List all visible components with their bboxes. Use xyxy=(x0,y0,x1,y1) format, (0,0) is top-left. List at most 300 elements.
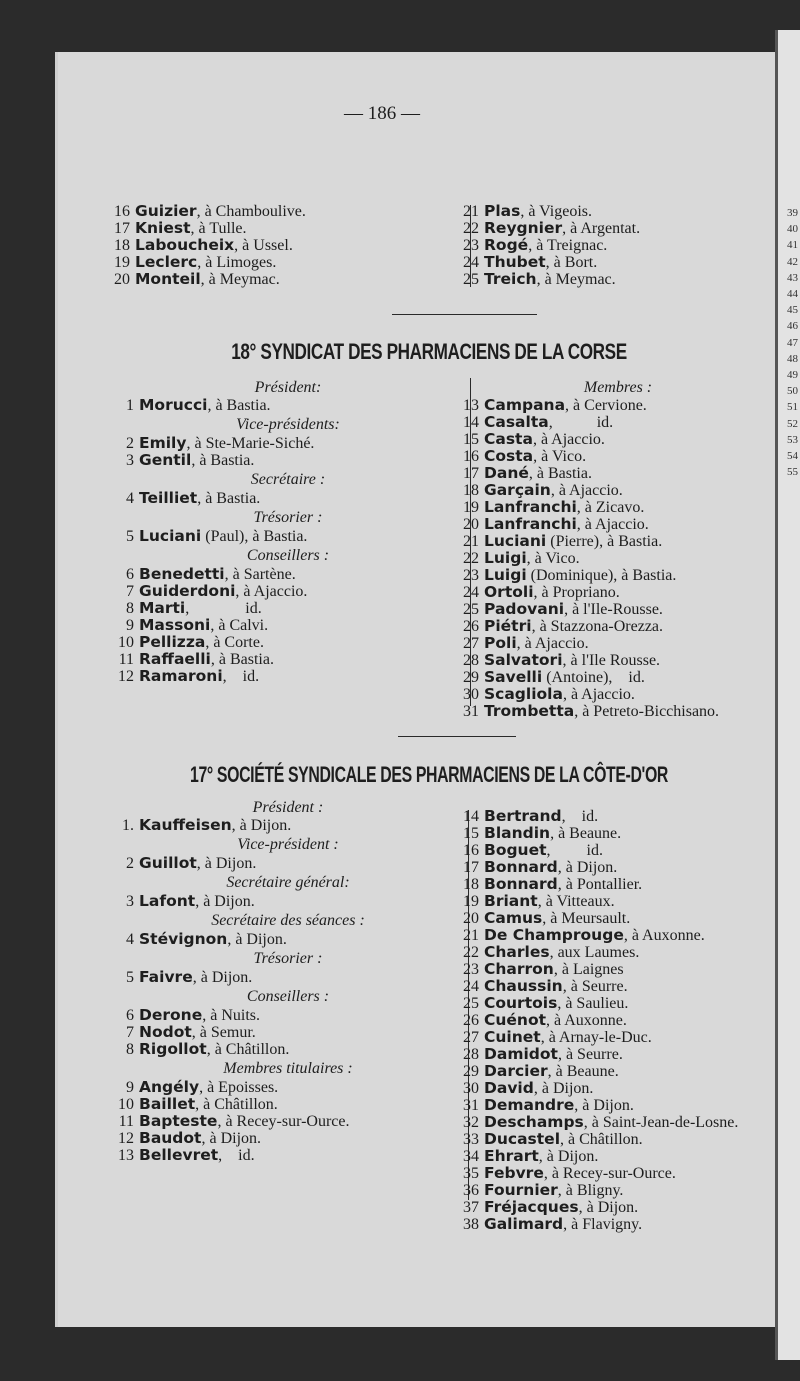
member-name: Luciani xyxy=(139,527,202,545)
list-item xyxy=(453,1029,773,1046)
member-location: , à Saint-Jean-de-Losne. xyxy=(583,1114,739,1131)
member-location: , à Dijon. xyxy=(231,817,292,834)
item-number: 22 xyxy=(463,550,479,567)
list-item xyxy=(453,825,773,842)
member-location: , à Châtillon. xyxy=(560,1131,643,1148)
item-number: 15 xyxy=(463,431,479,448)
member-name: Teilliet xyxy=(139,489,198,507)
member-name: Luigi xyxy=(484,566,527,584)
list-item xyxy=(453,1182,773,1199)
member-name: Gentil xyxy=(139,451,192,469)
list-item xyxy=(453,635,783,652)
item-number: 8 xyxy=(126,600,134,617)
member-location: , à Dijon. xyxy=(195,893,255,910)
list-item xyxy=(104,271,464,288)
member-location: , à Cervione. xyxy=(565,397,647,414)
margin-number: 54 xyxy=(787,450,798,462)
member-location: , à Bort. xyxy=(545,254,598,271)
margin-number: 46 xyxy=(787,320,798,333)
member-location: , à Dijon. xyxy=(201,1130,262,1147)
member-name: Guizier xyxy=(135,202,197,220)
member-name: Deschamps xyxy=(484,1113,584,1131)
list-item xyxy=(108,528,468,545)
item-number: 37 xyxy=(463,1199,479,1216)
member-location: , à Dijon. xyxy=(533,1080,594,1097)
role-heading: Secrétaire général: xyxy=(226,874,350,891)
role-heading: Vice-président : xyxy=(237,836,339,853)
list-item xyxy=(108,1024,468,1041)
list-item xyxy=(453,516,783,533)
list-item xyxy=(108,893,468,910)
list-item xyxy=(453,652,783,669)
member-name: Blandin xyxy=(484,824,551,842)
list-item xyxy=(453,1080,773,1097)
member-location: , à Pontallier. xyxy=(557,876,643,893)
member-location: , à Recey-sur-Ource. xyxy=(217,1113,350,1130)
member-location: , à Bastia. xyxy=(210,651,274,668)
member-location: (Pierre), à Bastia. xyxy=(546,533,663,550)
list-item xyxy=(453,995,773,1012)
item-number: 17 xyxy=(114,220,130,237)
role-heading: Conseillers : xyxy=(246,547,330,564)
member-location: , à Corte. xyxy=(205,634,264,651)
item-number: 27 xyxy=(463,635,479,652)
list-item xyxy=(453,978,773,995)
member-location: , à Sartène. xyxy=(224,566,296,583)
role-heading: Trésorier : xyxy=(253,950,323,967)
member-location: , à Dijon. xyxy=(557,859,618,876)
item-number: 22 xyxy=(463,220,479,237)
member-name: Ducastel xyxy=(484,1130,561,1148)
item-number: 3 xyxy=(126,893,134,910)
list-item xyxy=(453,876,773,893)
cotedor-left-column xyxy=(108,798,468,1164)
member-location: , à Argentat. xyxy=(562,220,641,237)
member-location: , à Beaune. xyxy=(547,1063,619,1080)
item-number: 12 xyxy=(118,668,134,685)
member-location: , à Laignes xyxy=(553,961,624,978)
list-item xyxy=(453,618,783,635)
item-number: 19 xyxy=(463,893,479,910)
member-name: Padovani xyxy=(484,600,565,618)
list-item xyxy=(453,1046,773,1063)
list-item xyxy=(453,686,783,703)
margin-number: 45 xyxy=(787,304,798,317)
item-number: 18 xyxy=(463,876,479,893)
margin-number: 41 xyxy=(787,239,798,252)
list-item xyxy=(453,944,773,961)
list-item xyxy=(453,669,783,686)
list-item xyxy=(108,634,468,651)
member-location: , à Vitteaux. xyxy=(537,893,615,910)
member-name: Faivre xyxy=(139,968,193,986)
role-heading: Vice-présidents: xyxy=(236,416,340,433)
member-name: Lafont xyxy=(139,892,196,910)
member-location: (Antoine), id. xyxy=(542,669,645,686)
item-number: 16 xyxy=(463,448,479,465)
item-number: 25 xyxy=(463,271,479,288)
member-name: Stévignon xyxy=(139,930,228,948)
corse-left-column xyxy=(108,378,468,685)
margin-number: 40 xyxy=(787,223,798,236)
member-location: , à Recey-sur-Ource. xyxy=(543,1165,676,1182)
item-number: 32 xyxy=(463,1114,479,1131)
item-number: 8 xyxy=(126,1041,134,1058)
list-item xyxy=(108,617,468,634)
member-location: , à Stazzona-Orezza. xyxy=(531,618,664,635)
item-number: 13 xyxy=(118,1147,134,1164)
member-location: , à Ussel. xyxy=(234,237,293,254)
member-location: , à Treignac. xyxy=(528,237,608,254)
item-number: 1. xyxy=(122,817,134,834)
list-item xyxy=(453,533,783,550)
member-location: , à Dijon. xyxy=(538,1148,599,1165)
item-number: 16 xyxy=(114,203,130,220)
member-location: , à Semur. xyxy=(191,1024,256,1041)
member-location: , à Meymac. xyxy=(536,271,616,288)
role-heading: Président : xyxy=(252,799,324,816)
role-heading: Membres titulaires : xyxy=(223,1060,353,1077)
member-name: Piétri xyxy=(484,617,532,635)
member-name: Courtois xyxy=(484,994,558,1012)
member-name: Camus xyxy=(484,909,543,927)
margin-number: 44 xyxy=(787,288,798,300)
list-item xyxy=(108,435,468,452)
member-name: Lanfranchi xyxy=(484,515,577,533)
margin-number: 55 xyxy=(787,466,798,479)
list-item xyxy=(453,448,783,465)
member-name: Casta xyxy=(484,430,533,448)
section-separator xyxy=(398,736,516,737)
item-number: 6 xyxy=(126,566,134,583)
section-separator xyxy=(392,314,537,315)
member-name: Ramaroni xyxy=(139,667,223,685)
member-name: Trombetta xyxy=(484,702,575,720)
margin-number: 51 xyxy=(787,401,798,414)
item-number: 19 xyxy=(114,254,130,271)
list-item xyxy=(108,969,468,986)
member-name: Cuénot xyxy=(484,1011,547,1029)
member-location: , à Meymac. xyxy=(200,271,280,288)
member-name: Bertrand xyxy=(484,807,562,825)
item-number: 5 xyxy=(126,969,134,986)
list-item xyxy=(453,499,783,516)
item-number: 13 xyxy=(463,397,479,414)
member-name: Baillet xyxy=(139,1095,196,1113)
item-number: 24 xyxy=(463,584,479,601)
role-heading: Membres : xyxy=(583,379,653,396)
member-name: Costa xyxy=(484,447,534,465)
item-number: 16 xyxy=(463,842,479,859)
item-number: 34 xyxy=(463,1148,479,1165)
item-number: 33 xyxy=(463,1131,479,1148)
item-number: 26 xyxy=(463,618,479,635)
member-name: Kauffeisen xyxy=(139,816,232,834)
member-name: Emily xyxy=(139,434,187,452)
member-location: , à Chamboulive. xyxy=(196,203,306,220)
member-location: , id. xyxy=(546,842,603,859)
item-number: 11 xyxy=(118,651,134,668)
member-location: , à Nuits. xyxy=(202,1007,260,1024)
list-item xyxy=(453,567,783,584)
item-number: 35 xyxy=(463,1165,479,1182)
item-number: 28 xyxy=(463,1046,479,1063)
member-location: , à Beaune. xyxy=(550,825,622,842)
member-location: , à Limoges. xyxy=(197,254,277,271)
list-item xyxy=(453,961,773,978)
member-name: Poli xyxy=(484,634,517,652)
member-name: Ehrart xyxy=(484,1147,539,1165)
member-location: , à Bastia. xyxy=(191,452,255,469)
member-location: , à Dijon. xyxy=(227,931,287,948)
item-number: 20 xyxy=(463,910,479,927)
item-number: 24 xyxy=(463,978,479,995)
member-location: , à Dijon. xyxy=(574,1097,634,1114)
list-item xyxy=(104,254,464,271)
member-name: Guillot xyxy=(139,854,197,872)
member-name: Thubet xyxy=(484,253,546,271)
margin-number: 50 xyxy=(787,385,798,398)
list-item xyxy=(108,397,468,414)
item-number: 25 xyxy=(463,995,479,1012)
member-name: Leclerc xyxy=(135,253,198,271)
item-number: 18 xyxy=(463,482,479,499)
list-item xyxy=(453,859,773,876)
list-item xyxy=(453,1097,773,1114)
item-number: 21 xyxy=(463,203,479,220)
member-name: Kniest xyxy=(135,219,191,237)
member-name: Demandre xyxy=(484,1096,575,1114)
block1-right-column xyxy=(453,203,753,288)
member-name: Salvatori xyxy=(484,651,563,669)
member-name: Morucci xyxy=(139,396,208,414)
member-name: Rigollot xyxy=(139,1040,207,1058)
list-item xyxy=(108,931,468,948)
member-location: , à Bastia. xyxy=(528,465,592,482)
role-heading: Conseillers : xyxy=(246,988,330,1005)
section-heading-cotedor: 17° SOCIÉTÉ SYNDICALE DES PHARMACIENS DE LA CÔTE-D'OR xyxy=(189,762,669,787)
item-number: 10 xyxy=(118,634,134,651)
page-number: — 186 — xyxy=(344,103,420,124)
margin-number: 47 xyxy=(787,336,798,349)
item-number: 14 xyxy=(463,808,479,825)
item-number: 22 xyxy=(463,944,479,961)
list-item xyxy=(453,550,783,567)
item-number: 10 xyxy=(118,1096,134,1113)
list-item xyxy=(453,414,783,431)
member-name: Luigi xyxy=(484,549,527,567)
item-number: 3 xyxy=(126,452,134,469)
member-location: , à Bastia. xyxy=(207,397,271,414)
member-location: , à Ajaccio. xyxy=(516,635,589,652)
list-item xyxy=(453,601,783,618)
list-item xyxy=(453,927,773,944)
list-item xyxy=(108,1096,468,1113)
member-name: Rogé xyxy=(484,236,529,254)
item-number: 9 xyxy=(126,617,134,634)
member-name: Bapteste xyxy=(139,1112,218,1130)
member-name: Charles xyxy=(484,943,550,961)
member-name: Pellizza xyxy=(139,633,206,651)
member-location: , id. xyxy=(222,668,260,685)
list-item xyxy=(108,1007,468,1024)
list-item xyxy=(108,490,468,507)
list-item xyxy=(453,237,753,254)
member-name: Galimard xyxy=(484,1215,564,1233)
member-name: Treich xyxy=(484,270,537,288)
margin-number: 48 xyxy=(787,352,798,365)
member-name: Casalta xyxy=(484,413,549,431)
block1-left-column xyxy=(104,203,464,288)
list-item xyxy=(453,254,753,271)
list-item xyxy=(104,237,464,254)
member-location: , à Vigeois. xyxy=(520,203,592,220)
item-number: 6 xyxy=(126,1007,134,1024)
member-name: Cuinet xyxy=(484,1028,541,1046)
member-name: Raffaelli xyxy=(139,650,211,668)
member-location: , à Ste-Marie-Siché. xyxy=(186,435,315,452)
member-location: , à Epoisses. xyxy=(199,1079,279,1096)
list-item xyxy=(108,566,468,583)
member-location: , à Tulle. xyxy=(190,220,247,237)
item-number: 19 xyxy=(463,499,479,516)
member-location: , à Calvi. xyxy=(210,617,269,634)
list-item xyxy=(453,703,783,720)
member-name: Plas xyxy=(484,202,521,220)
member-name: Campana xyxy=(484,396,566,414)
member-name: Monteil xyxy=(135,270,201,288)
list-item xyxy=(453,271,753,288)
list-item xyxy=(108,452,468,469)
list-item xyxy=(104,220,464,237)
member-name: Laboucheix xyxy=(135,236,235,254)
member-location: , à Vico. xyxy=(533,448,587,465)
role-heading: Secrétaire des séances : xyxy=(211,912,365,929)
item-number: 1 xyxy=(126,397,134,414)
member-location: , à l'Ile Rousse. xyxy=(562,652,661,669)
item-number: 31 xyxy=(463,703,479,720)
item-number: 38 xyxy=(463,1216,479,1233)
member-name: Charron xyxy=(484,960,554,978)
member-location: , à Dijon. xyxy=(578,1199,639,1216)
item-number: 14 xyxy=(463,414,479,431)
member-location: , aux Laumes. xyxy=(549,944,640,961)
member-location: , à Propriano. xyxy=(533,584,620,601)
item-number: 4 xyxy=(126,490,134,507)
member-location: (Paul), à Bastia. xyxy=(201,528,308,545)
member-name: Marti xyxy=(139,599,186,617)
item-number: 21 xyxy=(463,927,479,944)
list-item xyxy=(453,842,773,859)
member-location: , à Bligny. xyxy=(557,1182,624,1199)
list-item xyxy=(453,203,753,220)
item-number: 15 xyxy=(463,825,479,842)
list-item xyxy=(453,482,783,499)
list-item xyxy=(453,910,773,927)
list-item xyxy=(453,1216,773,1233)
item-number: 7 xyxy=(126,1024,134,1041)
role-heading: Secrétaire : xyxy=(250,471,326,488)
list-item xyxy=(453,584,783,601)
list-item xyxy=(453,1131,773,1148)
member-location: , à Châtillon. xyxy=(206,1041,290,1058)
margin-number: 53 xyxy=(787,433,798,446)
member-name: Reygnier xyxy=(484,219,563,237)
member-location: , à Dijon. xyxy=(196,855,257,872)
member-location: , id. xyxy=(185,600,262,617)
member-location: , à Vico. xyxy=(526,550,580,567)
item-number: 20 xyxy=(463,516,479,533)
member-name: Briant xyxy=(484,892,538,910)
member-location: , à l'Ile-Rousse. xyxy=(564,601,663,618)
member-name: Darcier xyxy=(484,1062,548,1080)
member-name: Garçain xyxy=(484,481,551,499)
member-location: , à Ajaccio. xyxy=(235,583,308,600)
cotedor-right-column xyxy=(453,808,773,1233)
member-name: Luciani xyxy=(484,532,547,550)
member-location: , à Saulieu. xyxy=(557,995,629,1012)
member-name: De Champrouge xyxy=(484,926,624,944)
member-location: , à Dijon. xyxy=(192,969,253,986)
member-name: Bellevret xyxy=(139,1146,219,1164)
member-name: Massoni xyxy=(139,616,211,634)
item-number: 5 xyxy=(126,528,134,545)
list-item xyxy=(453,220,753,237)
item-number: 25 xyxy=(463,601,479,618)
member-name: Fournier xyxy=(484,1181,558,1199)
member-location: , à Auxonne. xyxy=(623,927,705,944)
member-name: Damidot xyxy=(484,1045,558,1063)
margin-number: 42 xyxy=(787,255,798,268)
item-number: 2 xyxy=(126,435,134,452)
item-number: 9 xyxy=(126,1079,134,1096)
member-location: , à Ajaccio. xyxy=(532,431,605,448)
item-number: 23 xyxy=(463,237,479,254)
item-number: 21 xyxy=(463,533,479,550)
member-location: , à Châtillon. xyxy=(195,1096,278,1113)
role-heading: Président: xyxy=(254,379,322,396)
list-item xyxy=(108,1041,468,1058)
member-location: , à Ajaccio. xyxy=(576,516,649,533)
item-number: 23 xyxy=(463,567,479,584)
member-name: Boguet xyxy=(484,841,547,859)
list-item xyxy=(453,1199,773,1216)
member-location: , à Seurre. xyxy=(562,978,628,995)
list-item xyxy=(108,817,468,834)
member-name: Bonnard xyxy=(484,858,558,876)
member-name: Savelli xyxy=(484,668,543,686)
item-number: 2 xyxy=(126,855,134,872)
item-number: 29 xyxy=(463,669,479,686)
member-name: Derone xyxy=(139,1006,203,1024)
item-number: 30 xyxy=(463,1080,479,1097)
item-number: 18 xyxy=(114,237,130,254)
member-name: David xyxy=(484,1079,534,1097)
member-name: Febvre xyxy=(484,1164,544,1182)
item-number: 31 xyxy=(463,1097,479,1114)
corse-right-column xyxy=(453,378,783,720)
member-name: Scagliola xyxy=(484,685,563,703)
member-name: Chaussin xyxy=(484,977,563,995)
item-number: 12 xyxy=(118,1130,134,1147)
member-location: , à Ajaccio. xyxy=(562,686,635,703)
list-item xyxy=(108,1147,468,1164)
member-location: , à Ajaccio. xyxy=(550,482,623,499)
item-number: 26 xyxy=(463,1012,479,1029)
item-number: 4 xyxy=(126,931,134,948)
member-location: , à Flavigny. xyxy=(563,1216,643,1233)
list-item xyxy=(108,668,468,685)
